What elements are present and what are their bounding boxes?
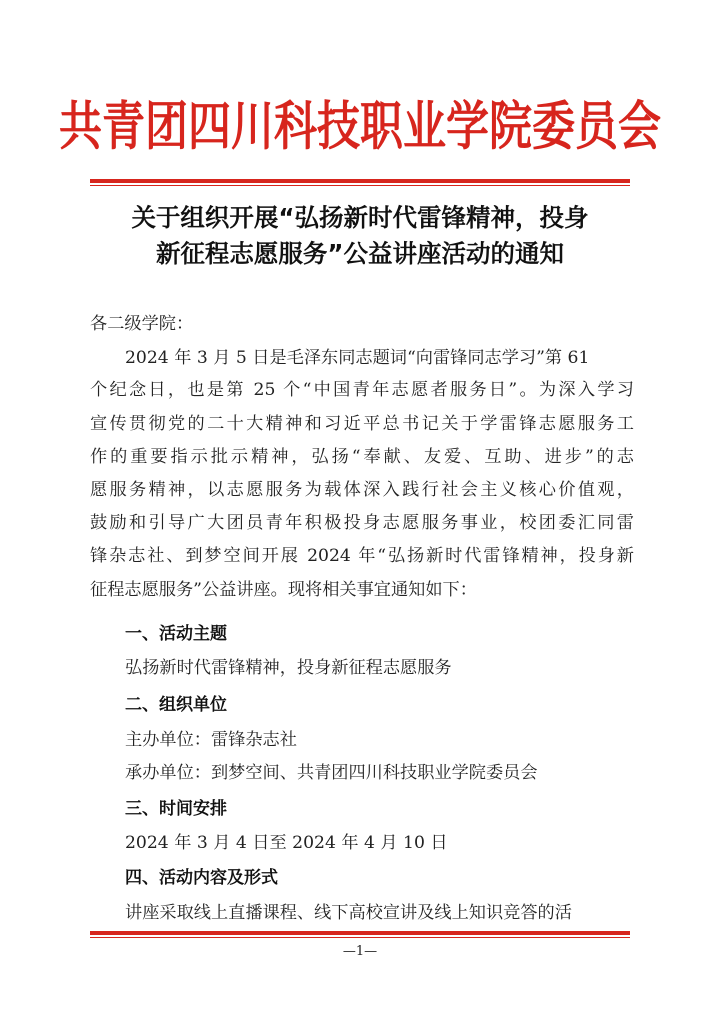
section-2-organizer: 承办单位：到梦空间、共青团四川科技职业学院委员会 bbox=[125, 763, 538, 783]
paragraph-line-8: 征程志愿服务”公益讲座。现将相关事宜通知如下： bbox=[90, 580, 477, 600]
paragraph-line-2: 个纪念日，也是第 25 个“中国青年志愿者服务日”。为深入学习 bbox=[90, 380, 634, 400]
section-2-heading: 二、组织单位 bbox=[125, 695, 227, 715]
section-1-heading: 一、活动主题 bbox=[125, 624, 227, 644]
footer-red-rule bbox=[90, 931, 630, 938]
notice-title-line-2: 新征程志愿服务”公益讲座活动的通知 bbox=[155, 239, 565, 268]
section-2-host: 主办单位：雷锋杂志社 bbox=[125, 730, 297, 750]
notice-title bbox=[0, 200, 720, 272]
letterhead-red-rule bbox=[90, 179, 630, 186]
paragraph-line-1: 2024 年 3 月 5 日是毛泽东同志题词“向雷锋同志学习”第 61 bbox=[125, 348, 590, 368]
salutation: 各二级学院： bbox=[90, 314, 194, 334]
red-rule-thin-line bbox=[90, 185, 630, 186]
section-4-content: 讲座采取线上直播课程、线下高校宣讲及线上知识竞答的活 bbox=[125, 903, 572, 923]
notice-title-line-1: 关于组织开展“弘扬新时代雷锋精神，投身 bbox=[131, 203, 589, 232]
section-3-content: 2024 年 3 月 4 日至 2024 年 4 月 10 日 bbox=[125, 833, 448, 853]
red-rule-thick-line bbox=[90, 179, 630, 183]
section-1-content: 弘扬新时代雷锋精神，投身新征程志愿服务 bbox=[125, 658, 452, 678]
footer-rule-thick-line bbox=[90, 931, 630, 935]
paragraph-line-4: 作的重要指示批示精神，弘扬“奉献、友爱、互助、进步”的志 bbox=[90, 447, 634, 467]
page-number: —1— bbox=[342, 944, 378, 959]
paragraph-line-7: 锋杂志社、到梦空间开展 2024 年“弘扬新时代雷锋精神，投身新 bbox=[90, 546, 634, 566]
section-3-heading: 三、时间安排 bbox=[125, 799, 227, 819]
footer-rule-thin-line bbox=[90, 937, 630, 938]
paragraph-line-5: 愿服务精神，以志愿服务为载体深入践行社会主义核心价值观， bbox=[90, 480, 634, 500]
paragraph-line-6: 鼓励和引导广大团员青年积极投身志愿服务事业，校团委汇同雷 bbox=[90, 513, 634, 533]
paragraph-line-3: 宣传贯彻党的二十大精神和习近平总书记关于学雷锋志愿服务工 bbox=[90, 414, 634, 434]
section-4-heading: 四、活动内容及形式 bbox=[125, 868, 278, 888]
org-letterhead-title: 共青团四川科技职业学院委员会 bbox=[59, 96, 661, 158]
